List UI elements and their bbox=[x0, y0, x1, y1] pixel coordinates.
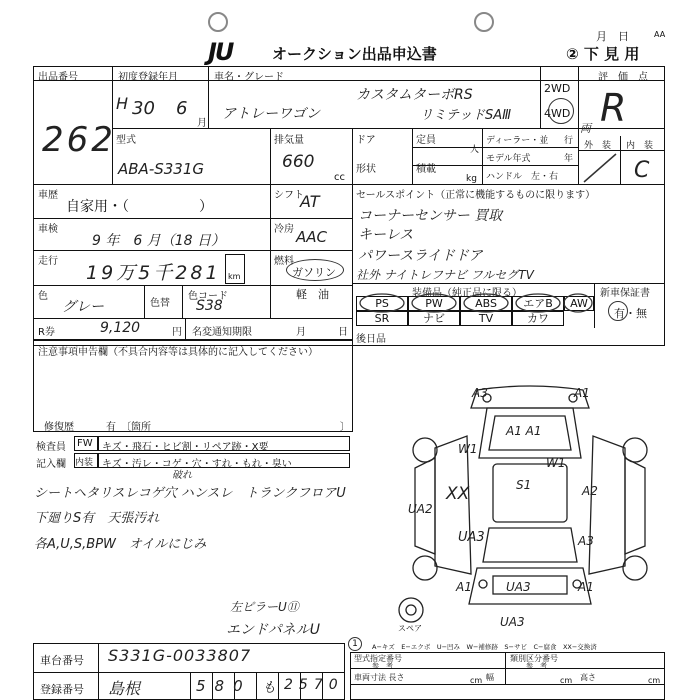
damage-mark-a1-rear-left: A1 bbox=[456, 580, 472, 594]
score-value: R bbox=[600, 86, 627, 130]
model-year-label: モデル年式 bbox=[486, 154, 531, 164]
drive-4wd: 4WD bbox=[544, 107, 571, 120]
copy-label: ② 下 見 用 bbox=[566, 45, 640, 63]
displacement-label: 排気量 bbox=[274, 135, 304, 146]
dimension-width-unit: cm bbox=[560, 676, 573, 685]
inspection-label: 車検 bbox=[38, 224, 58, 235]
remarks-note: 破れ bbox=[172, 470, 192, 481]
inspection-value: 9 年 6 月（18 日） bbox=[92, 233, 225, 249]
aircon-value: AAC bbox=[296, 228, 327, 246]
reg-year: 30 bbox=[132, 98, 155, 119]
recycle-value: 9,120 bbox=[100, 320, 141, 336]
car-damage-diagram bbox=[395, 378, 665, 638]
score-side: 両 bbox=[580, 122, 591, 135]
repair-history-value: 有 〔箇所 bbox=[106, 422, 151, 433]
remarks-line-2: 下廻りS有 天張汚れ bbox=[34, 511, 160, 526]
fuel-label: 燃料 bbox=[274, 256, 294, 267]
remarks-line-5: エンドパネルU bbox=[226, 622, 320, 638]
model-number-label: 型式指定番号 bbox=[354, 654, 402, 663]
sales-point-1: コーナーセンサー 買取 bbox=[358, 208, 503, 224]
dealer-unit: 行 bbox=[564, 136, 574, 146]
damage-mark-ua2: UA2 bbox=[408, 502, 433, 516]
registration-area: 島根 bbox=[108, 679, 141, 698]
date-label: 月 日 bbox=[596, 30, 629, 43]
door-label: ドア bbox=[356, 135, 376, 146]
mileage-unit: km bbox=[228, 272, 241, 281]
damage-mark-ua3-bottom: UA3 bbox=[500, 615, 525, 629]
model-number-ref: 参 考 bbox=[372, 662, 393, 670]
repair-history-label: 修復歴 bbox=[44, 422, 74, 433]
registration-label: 登録番号 bbox=[40, 683, 84, 696]
car-name: アトレーワゴン bbox=[222, 106, 320, 122]
handle-label: ハンドル 左・右 bbox=[486, 172, 559, 182]
damage-mark-a1-rear-right: A1 bbox=[578, 580, 594, 594]
drive-2wd: 2WD bbox=[544, 82, 571, 95]
damage-mark-ua3-left: UA3 bbox=[458, 530, 485, 545]
spare-label: スペア bbox=[398, 624, 422, 633]
car-name-label: 車名・グレード bbox=[214, 72, 284, 83]
equip-ps: PS bbox=[356, 296, 408, 311]
color-code-label: 色コード bbox=[188, 291, 228, 302]
damage-mark-w1-left: W1 bbox=[458, 442, 478, 456]
sales-point-4: 社外 ナイトレフナビ フルセグTV bbox=[356, 268, 534, 282]
dimension-width-label: 幅 bbox=[486, 673, 494, 682]
shift-label: シフト bbox=[274, 190, 304, 201]
damage-mark-hood: A1 A1 bbox=[506, 424, 542, 438]
capacity-label: 定員 bbox=[416, 135, 436, 146]
binder-hole-left bbox=[208, 12, 228, 32]
inspector-fw: FW bbox=[77, 438, 93, 449]
equip-sr: SR bbox=[356, 311, 408, 326]
equip-navi: ナビ bbox=[408, 311, 460, 326]
damage-mark-a3-right: A3 bbox=[578, 534, 594, 548]
color-code-value: S38 bbox=[196, 298, 223, 314]
damage-legend: A−キズ E−エクボ U−凹み W−補修跡 S−サビ C−腐食 XX−交換済 bbox=[372, 643, 597, 651]
displacement-value: 660 bbox=[282, 152, 315, 172]
reg-month: 6 bbox=[176, 98, 188, 119]
lot-number-label: 出品番号 bbox=[38, 72, 78, 83]
damage-mark-a3-top: A3 bbox=[472, 386, 488, 400]
warranty-value: 有・無 bbox=[614, 307, 647, 320]
chassis-circle: 1 bbox=[348, 637, 362, 651]
history-label: 車歴 bbox=[38, 190, 58, 201]
history-value: 自家用・（ ） bbox=[66, 199, 213, 215]
post-item-label: 後日品 bbox=[356, 334, 386, 345]
interior-value: C bbox=[634, 158, 650, 183]
warranty-label: 新車保証書 bbox=[600, 288, 650, 299]
reg-era: H bbox=[116, 94, 129, 113]
notes-label: 注意事項申告欄（不具合内容等は具体的に記入してください） bbox=[38, 347, 318, 358]
reg-month-unit: 月 bbox=[197, 118, 207, 129]
capacity-unit: 人 bbox=[470, 145, 480, 155]
recycle-label: R券 bbox=[38, 327, 55, 338]
dimension-length-unit: cm bbox=[470, 676, 483, 685]
drive-4wd-circle bbox=[548, 98, 574, 124]
car-grade-2: リミテッドSAⅢ bbox=[420, 108, 512, 123]
remarks-line-4: 左ピラーU⑪ bbox=[230, 600, 299, 614]
model-type-label: 型式 bbox=[116, 135, 136, 146]
entry-row-box bbox=[98, 453, 350, 468]
logo: JU bbox=[208, 38, 233, 66]
kg-unit: kg bbox=[466, 174, 477, 184]
equip-circles bbox=[352, 292, 597, 328]
model-type-value: ABA-S331G bbox=[118, 160, 205, 178]
equip-tv: TV bbox=[460, 311, 512, 326]
fuel-gasoline: ガソリン bbox=[292, 266, 336, 279]
aircon-label: 冷房 bbox=[274, 224, 294, 235]
equip-abs: ABS bbox=[460, 296, 512, 311]
name-change-label: 名変通知期限 bbox=[192, 327, 252, 338]
remarks-line-3: 各A,U,S,BPW オイルにじみ bbox=[34, 537, 207, 552]
mileage-value: 19万5千281 bbox=[86, 262, 221, 284]
form-title: オークション出品申込書 bbox=[272, 45, 437, 63]
model-year-unit: 年 bbox=[564, 154, 574, 164]
class-number-label: 類別区分番号 bbox=[510, 654, 558, 663]
inspector-fw-items: キズ・飛石・ヒビ割・リペア跡・X要 bbox=[102, 442, 269, 453]
name-change-day: 日 bbox=[338, 327, 348, 338]
lot-number-value: 262 bbox=[42, 120, 116, 160]
interior-label: 内 装 bbox=[626, 141, 654, 151]
color-value: グレー bbox=[62, 299, 104, 315]
name-change-month: 月 bbox=[296, 327, 306, 338]
first-registration-label: 初度登録年月 bbox=[118, 72, 178, 83]
color-change-label: 色替 bbox=[150, 298, 170, 309]
registration-kana: も bbox=[262, 680, 276, 696]
mileage-label: 走行 bbox=[38, 256, 58, 267]
score-label: 評 価 点 bbox=[598, 72, 648, 83]
dimension-height-label: 高さ bbox=[580, 673, 596, 682]
entry-label: 記入欄 bbox=[36, 459, 66, 470]
registration-class: 580 bbox=[196, 677, 252, 695]
equipment-label: 装備品（純正品に限る） bbox=[412, 288, 522, 299]
inspector-label: 検査員 bbox=[36, 442, 66, 453]
aa-label: AA bbox=[654, 30, 666, 39]
binder-hole-right bbox=[474, 12, 494, 32]
damage-mark-a1-top: A1 bbox=[574, 386, 590, 400]
repair-history-close: 〕 bbox=[340, 422, 350, 433]
sales-points-label: セールスポイント（正常に機能するものに限ります） bbox=[356, 190, 596, 201]
fuel-light-oil: 軽 油 bbox=[296, 288, 329, 301]
chassis-label: 車台番号 bbox=[40, 654, 84, 667]
shape-label: 形状 bbox=[356, 164, 376, 175]
equip-airbag: エアB bbox=[512, 296, 564, 311]
dimension-length-label: 車両寸法 長さ bbox=[354, 673, 405, 682]
car-grade: カスタムターボRS bbox=[356, 87, 473, 103]
chassis-value: S331G-0033807 bbox=[108, 646, 252, 665]
sales-point-2: キーレス bbox=[358, 227, 414, 243]
warranty-circle bbox=[608, 301, 628, 321]
registration-number: 2570 bbox=[284, 677, 344, 693]
remarks-line-1: シートヘタリスレコゲ穴 ハンスレ トランクフロアU bbox=[34, 486, 346, 501]
class-number-ref: 参 考 bbox=[526, 662, 547, 670]
damage-mark-s1: S1 bbox=[516, 478, 532, 492]
equip-pw: PW bbox=[408, 296, 460, 311]
displacement-unit: cc bbox=[334, 172, 345, 183]
entry-sub: 内装 bbox=[75, 458, 94, 468]
shift-value: AT bbox=[300, 192, 320, 211]
exterior-slash bbox=[580, 150, 620, 184]
equip-leather: カワ bbox=[512, 311, 564, 326]
load-label: 積載 bbox=[416, 164, 436, 175]
inspector-row-box bbox=[98, 436, 350, 451]
dealer-label: ディーラー・並 bbox=[486, 136, 549, 146]
entry-items: キズ・汚レ・コゲ・穴・すれ・もれ・臭い bbox=[102, 459, 292, 470]
dimension-height-unit: cm bbox=[648, 676, 661, 685]
fuel-gasoline-circle bbox=[286, 259, 344, 281]
exterior-label: 外 装 bbox=[584, 141, 612, 151]
damage-mark-ua3-rear: UA3 bbox=[506, 580, 531, 594]
damage-mark-xx: XX bbox=[446, 484, 470, 504]
color-label: 色 bbox=[38, 291, 48, 302]
damage-mark-a2: A2 bbox=[582, 484, 598, 498]
damage-mark-w1-right: W1 bbox=[546, 456, 566, 470]
recycle-unit: 円 bbox=[172, 327, 182, 338]
equip-aw: AW bbox=[564, 296, 594, 311]
sales-point-3: パワースライドドア bbox=[358, 248, 483, 264]
